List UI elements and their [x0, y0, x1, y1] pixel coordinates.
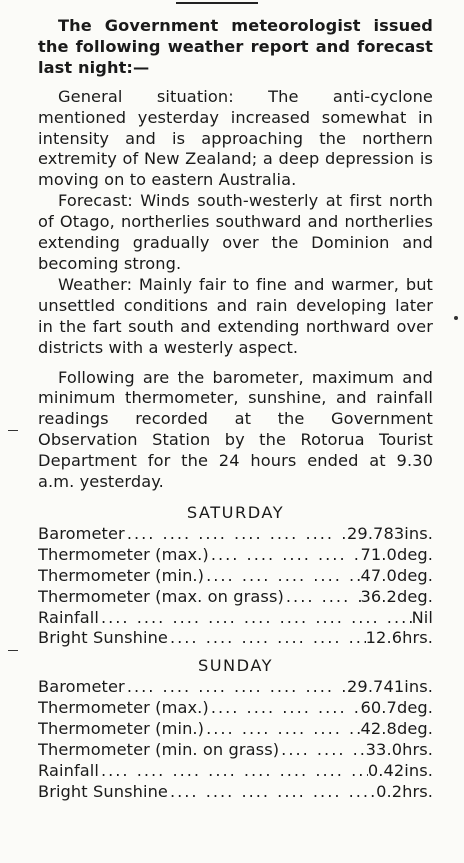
saturday-readings	[38, 524, 433, 649]
reading-label: Thermometer (min. on grass)	[38, 739, 280, 759]
reading-row	[38, 545, 433, 566]
sunday-heading: SUNDAY	[197, 656, 274, 676]
reading-row	[38, 524, 433, 545]
reading-row	[38, 782, 433, 803]
reading-value: 60.7deg.	[360, 698, 433, 718]
margin-dot	[454, 316, 458, 320]
reading-label: Thermometer (max.)	[38, 698, 209, 718]
reading-row	[38, 566, 433, 587]
saturday-heading: SATURDAY	[186, 502, 285, 522]
leader-dots	[209, 698, 361, 719]
leader-dots	[204, 719, 360, 740]
leader-dots	[204, 566, 360, 587]
reading-value: 33.0hrs.	[365, 739, 433, 759]
reading-label: Thermometer (max. on grass)	[38, 586, 284, 606]
reading-label: Barometer	[38, 677, 125, 697]
leader-dots	[125, 677, 347, 698]
reading-label: Thermometer (min.)	[38, 719, 205, 739]
reading-label: Bright Sunshine	[38, 628, 168, 648]
general-situation-paragraph: General situation: The anti-cyclone mentioned yesterday increased somewhat in intensity and is approaching the northern extremity of New Zealand; a deep depression is moving on to eastern Australia.	[38, 86, 433, 190]
reading-row	[38, 608, 433, 629]
reading-row	[38, 628, 433, 649]
leader-dots	[209, 545, 361, 566]
reading-value: 0.2hrs.	[376, 781, 433, 801]
reading-row	[38, 677, 433, 698]
sunday-readings	[38, 677, 433, 802]
reading-value: 42.8deg.	[360, 719, 433, 739]
reading-label: Bright Sunshine	[38, 781, 168, 801]
leader-dots	[99, 761, 368, 782]
reading-row	[38, 761, 433, 782]
reading-row	[38, 719, 433, 740]
weather-paragraph: Weather: Mainly fair to fine and warmer, but unsettled conditions and rain developing later in the fart south and extending northward over districts with a westerly aspect.	[38, 274, 433, 357]
reading-label: Rainfall	[38, 760, 99, 780]
reading-label: Thermometer (max.)	[38, 544, 209, 564]
leader-dots	[125, 524, 347, 545]
margin-mark	[8, 430, 18, 431]
reading-label: Rainfall	[38, 607, 99, 627]
readings-intro-paragraph: Following are the barometer, maximum and minimum thermometer, sunshine, and rainfall readings recorded at the Government Observation Station by the Rotorua Tourist Department for the 24 hours ended at 9.30 a.m. yesterday.	[38, 367, 433, 492]
leader-dots	[279, 740, 365, 761]
leader-dots	[168, 628, 366, 649]
reading-value: 71.0deg.	[360, 544, 433, 564]
margin-mark	[8, 650, 18, 651]
article-intro: The Government meteorologist issued the following weather report and forecast last night:—	[38, 16, 433, 77]
reading-value: 36.2deg.	[360, 586, 433, 606]
leader-dots	[99, 608, 412, 629]
reading-value: 29.741ins.	[347, 677, 433, 697]
reading-label: Thermometer (min.)	[38, 565, 205, 585]
reading-row	[38, 698, 433, 719]
reading-value: 29.783ins.	[347, 523, 433, 543]
top-rule	[176, 2, 258, 4]
leader-dots	[284, 587, 361, 608]
reading-label: Barometer	[38, 523, 125, 543]
reading-value: 47.0deg.	[360, 565, 433, 585]
reading-value: 12.6hrs.	[365, 628, 433, 648]
reading-row	[38, 740, 433, 761]
reading-row	[38, 587, 433, 608]
reading-value: 0.42ins.	[367, 760, 433, 780]
reading-value: Nil	[411, 607, 433, 627]
weather-report-article	[38, 16, 433, 809]
forecast-paragraph: Forecast: Winds south-westerly at first north of Otago, northerlies southward and northerlies extending gradually over the Dominion and becoming strong.	[38, 191, 433, 273]
leader-dots	[168, 782, 376, 803]
